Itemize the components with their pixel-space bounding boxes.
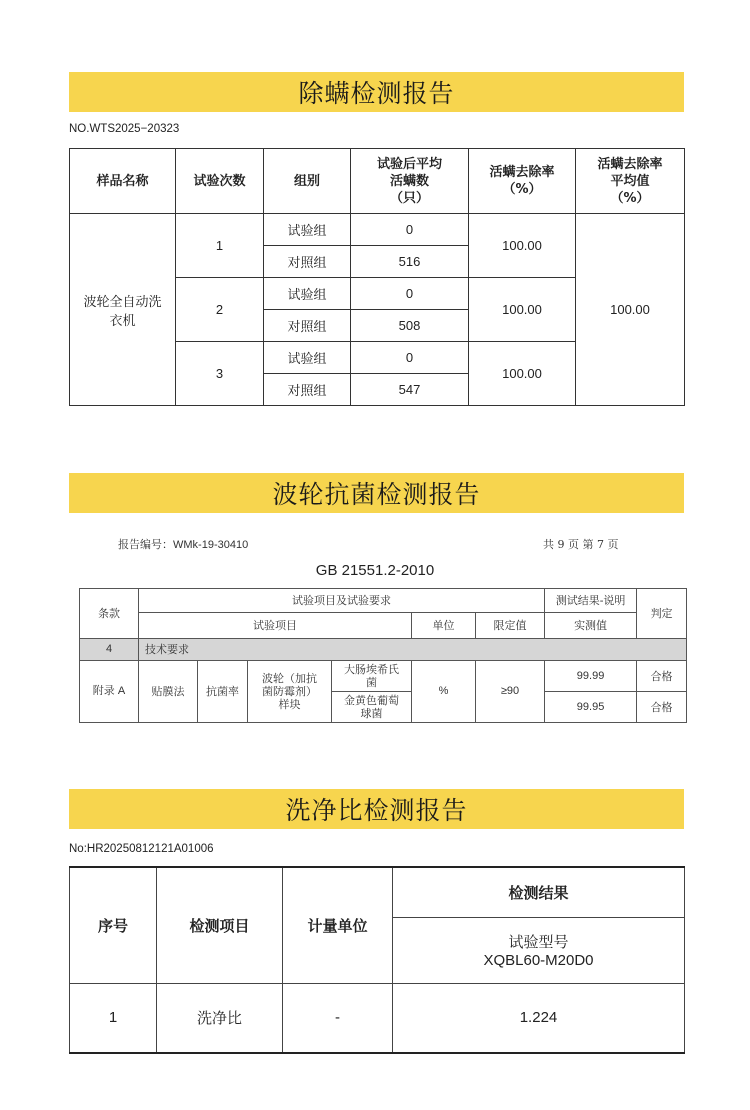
trial-number: 1 — [176, 214, 264, 278]
mite-count: 516 — [351, 246, 469, 278]
header-group: 组别 — [264, 149, 351, 214]
model-value: XQBL60-M20D0 — [483, 952, 594, 969]
header-measured: 实测值 — [545, 613, 637, 639]
section-title: 除螨检测报告 — [298, 79, 455, 108]
verdict-cell: 合格 — [637, 661, 687, 692]
header-line: 活螨去除率 — [489, 165, 555, 180]
table-row — [80, 639, 687, 661]
verdict-cell: 合格 — [637, 692, 687, 723]
unit: - — [283, 983, 393, 1053]
section-title-banner — [69, 789, 684, 829]
bacteria-line: 金黄色葡萄 — [344, 694, 399, 707]
section-title: 洗净比检测报告 — [285, 796, 468, 825]
header-avg-live-mites — [351, 149, 469, 214]
model-cell — [393, 917, 685, 983]
mite-count: 547 — [351, 374, 469, 406]
header-unit: 单位 — [412, 613, 476, 639]
report-number: NO.WTS2025−20323 — [69, 123, 180, 135]
section-title: 波轮抗菌检测报告 — [272, 480, 481, 509]
mite-count: 0 — [351, 278, 469, 310]
table-header-row — [80, 589, 687, 613]
report-number: No:HR20250812121A01006 — [69, 843, 214, 855]
header-line: （%） — [502, 182, 542, 197]
washing-ratio-table — [69, 866, 685, 1054]
sample-name-cell — [70, 214, 176, 406]
sample-name-line: 波轮全自动洗 — [83, 294, 162, 310]
header-result-desc: 测试结果-说明 — [545, 589, 637, 613]
header-clause: 条款 — [80, 589, 139, 639]
unit-cell: % — [412, 661, 476, 723]
mite-count: 0 — [351, 214, 469, 246]
page-count: 共 9 页 第 7 页 — [543, 538, 619, 551]
property-cell: 抗菌率 — [198, 661, 248, 723]
antibacterial-table — [79, 588, 687, 723]
bacteria-line: 球菌 — [360, 707, 383, 720]
sample-line: 波轮（加抗 — [262, 672, 317, 685]
table-row — [80, 661, 687, 692]
model-label: 试验型号 — [508, 933, 569, 951]
appendix-cell: 附录 A — [80, 661, 139, 723]
bacteria-line: 菌 — [366, 676, 377, 689]
header-unit: 计量单位 — [283, 867, 393, 983]
header-result: 检测结果 — [393, 867, 685, 917]
header-trial-count: 试验次数 — [176, 149, 264, 214]
sample-name-line: 衣机 — [109, 313, 136, 329]
mite-count: 0 — [351, 342, 469, 374]
sample-line: 样块 — [278, 698, 301, 711]
bacteria-cell — [332, 692, 412, 723]
removal-rate: 100.00 — [469, 342, 576, 406]
trial-number: 2 — [176, 278, 264, 342]
result-value: 1.224 — [393, 983, 685, 1053]
bacteria-cell — [332, 661, 412, 692]
group-label: 对照组 — [264, 374, 351, 406]
group-label: 试验组 — [264, 278, 351, 310]
report-number-value: WMk-19-30410 — [173, 539, 249, 551]
header-serial-no: 序号 — [70, 867, 157, 983]
mite-removal-table — [69, 148, 685, 406]
standard-number: GB 21551.2-2010 — [315, 562, 435, 579]
header-removal-rate — [469, 149, 576, 214]
trial-number: 3 — [176, 342, 264, 406]
header-sample-name: 样品名称 — [70, 149, 176, 214]
header-line: 平均值 — [610, 173, 650, 189]
limit-cell: ≥90 — [476, 661, 545, 723]
sample-line: 菌防霉剂） — [262, 685, 317, 698]
test-item: 洗净比 — [157, 983, 283, 1053]
header-line: 活螨数 — [389, 173, 429, 189]
section-title-banner — [69, 473, 684, 513]
removal-rate: 100.00 — [469, 278, 576, 342]
header-limit: 限定值 — [476, 613, 545, 639]
measured-value: 99.95 — [545, 692, 637, 723]
row-number: 4 — [80, 639, 139, 661]
removal-rate: 100.00 — [469, 214, 576, 278]
header-line: 试验后平均 — [376, 156, 442, 172]
table-header-row — [70, 867, 685, 917]
report-number-label: 报告编号： — [118, 538, 173, 551]
table-row — [70, 214, 685, 246]
mite-count: 508 — [351, 310, 469, 342]
group-label: 对照组 — [264, 246, 351, 278]
average-removal-rate: 100.00 — [576, 214, 685, 406]
table-header-row — [70, 149, 685, 214]
serial-no: 1 — [70, 983, 157, 1053]
row-tech-requirements: 技术要求 — [139, 639, 687, 661]
header-line: 活螨去除率 — [597, 156, 663, 172]
sample-cell — [248, 661, 332, 723]
header-avg-removal-rate — [576, 149, 685, 214]
table-row — [70, 983, 685, 1053]
report-number — [118, 536, 248, 552]
table-header-row — [80, 613, 687, 639]
header-line: （%） — [610, 190, 650, 206]
header-test-item: 检测项目 — [157, 867, 283, 983]
header-test-item: 试验项目 — [139, 613, 412, 639]
bacteria-line: 大肠埃希氏 — [344, 663, 399, 676]
header-verdict: 判定 — [637, 589, 687, 639]
section-title-banner — [69, 72, 684, 112]
header-items-requirements: 试验项目及试验要求 — [139, 589, 545, 613]
group-label: 对照组 — [264, 310, 351, 342]
header-line: （只） — [389, 190, 429, 206]
method-cell: 贴膜法 — [139, 661, 198, 723]
group-label: 试验组 — [264, 342, 351, 374]
group-label: 试验组 — [264, 214, 351, 246]
measured-value: 99.99 — [545, 661, 637, 692]
